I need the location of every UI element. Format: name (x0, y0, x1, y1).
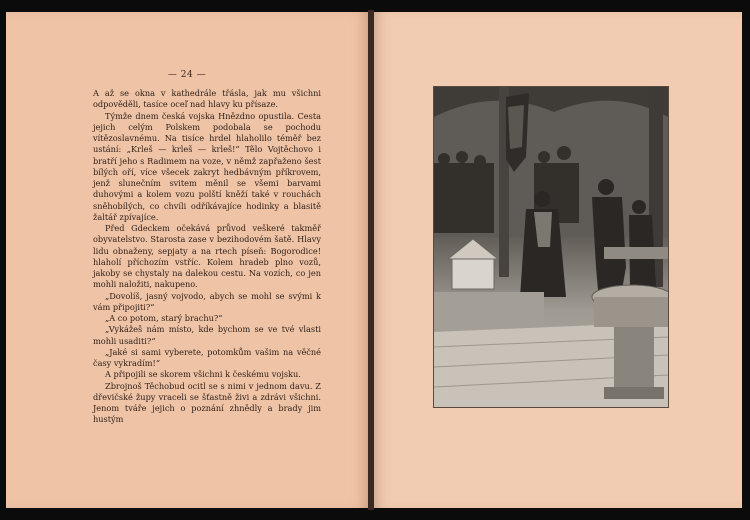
page-number: — 24 — (167, 70, 207, 80)
paragraph: „A co potom, starý brachu?“ (105, 313, 223, 323)
engraving-illustration (433, 86, 669, 408)
paragraph: Zbrojnoš Těchobud ocitl se s nimi v jednom davu. Z dřevičské župy vraceli se šťastně živi a zdrávi všichni. Jenom tváře jejich o poznání zhnědly a brady jim hustým (93, 380, 321, 425)
paragraph: „Dovolíš, jasný vojvodo, abych se mohl se svými k vám připojiti?“ (93, 290, 321, 312)
paragraph: Týmže dnem česká vojska Hnězdno opustila. Cesta jejich celým Polskem podobala se pochodu vítězoslavnému. Na tisíce hrdel hlaholilo téměř bez ustání: „Krleš — krleš — krleš!“ Tělo Vojtěchovo i bratří jeho s Radimem na voze, v němž zapřaženo šest bílých oří, více všecek zakryt hedbávným příkrovem, jenž slunečním svitem měnil se všemi barvami duhovými a kolem vozu polští kněží také v rouchách sněhobílých, co chvíli odříkávajíce hodinky a blasitě žaltář zpívajíce. (93, 110, 321, 222)
left-page (6, 12, 368, 508)
right-page (374, 12, 742, 508)
body-text (93, 88, 321, 426)
paragraph: A připojili se skorem všichni k českému vojsku. (105, 369, 301, 380)
illustration-drawing (434, 87, 668, 407)
paragraph: A až se okna v kathedrále třásla, jak mu všichni odpověděli, tasíce oceľ nad hlavy ku přísaze. (93, 88, 321, 110)
paragraph: Před Gdeckem očekává průvod veškeré takměř obyvatelstvo. Starosta zase v bezihodovém šatě. Hlavy lidu obnaženy, sepjaty a na rtech píseň: Bogorodice! hlaholí příchozím vstříc. Kolem hradeb plno vozů, jakoby se chystaly na dalekou cestu. Na vozích, co jen mohli naložiti, nakupeno. (93, 223, 321, 290)
paragraph: „Vykážeš nám místo, kde bychom se ve tvé vlasti mohli usaditi?“ (93, 324, 321, 346)
paragraph: „Jaké si sami vyberete, potomkům vašim na věčné časy vykradím!“ (93, 346, 321, 368)
